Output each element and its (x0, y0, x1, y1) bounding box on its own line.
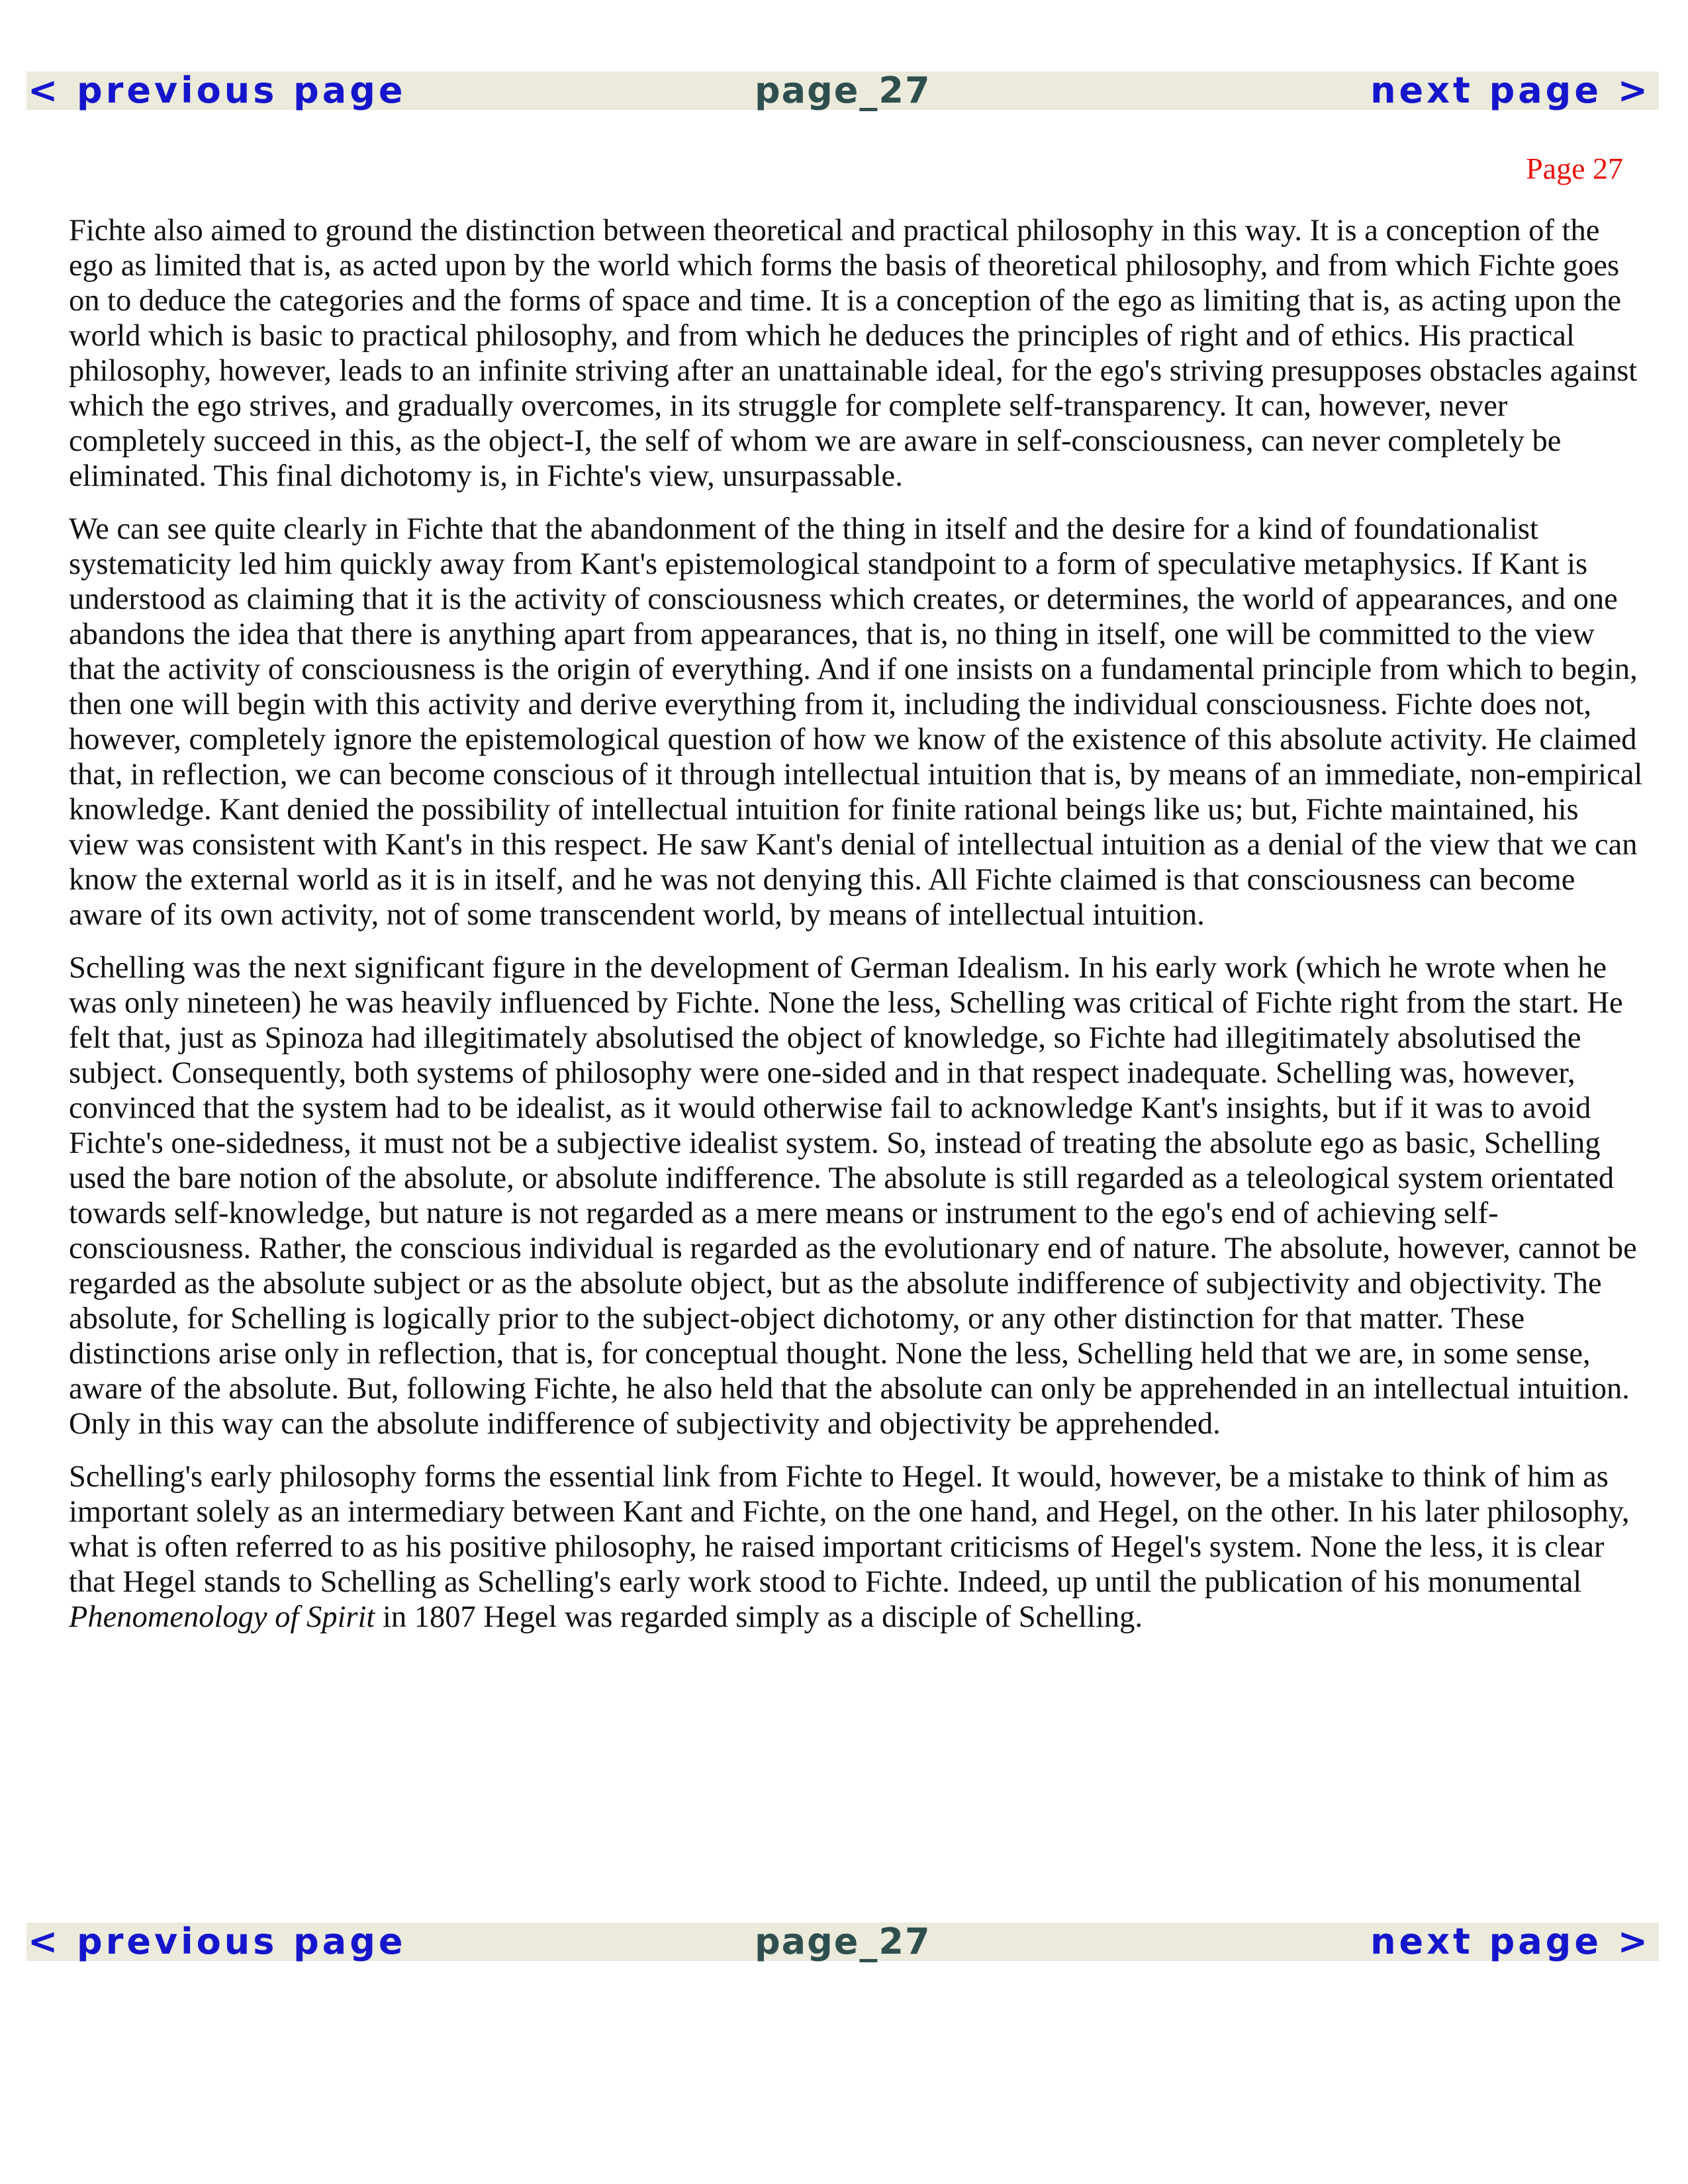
paragraph-4 (69, 1459, 1644, 1635)
previous-page-link[interactable]: < previous page (28, 1921, 406, 1962)
top-navigation-bar (26, 71, 1659, 110)
paragraph-4-text-after: in 1807 Hegel was regarded simply as a disciple of Schelling. (375, 1600, 1143, 1634)
paragraph-3: Schelling was the next significant figure in the development of German Idealism. In his early work (which he wrote when he was only nineteen) he was heavily influenced by Fichte. None the less, Schelling was critical of Fichte right from the start. He felt that, just as Spinoza had illegitimately absolutised the object of knowledge, so Fichte had illegitimately absolutised the subject. Consequently, both systems of philosophy were one-sided and in that respect inadequate. Schelling was, however, convinced that the system had to be idealist, as it would otherwise fail to acknowledge Kant's insights, but if it was to avoid Fichte's one-sidedness, it must not be a subjective idealist system. So, instead of treating the absolute ego as basic, Schelling used the bare notion of the absolute, or absolute indifference. The absolute is still regarded as a teleological system orientated towards self-knowledge, but nature is not regarded as a mere means or instrument to the ego's end of achieving self-consciousness. Rather, the conscious individual is regarded as the evolutionary end of nature. The absolute, however, cannot be regarded as the absolute subject or as the absolute object, but as the absolute indifference of subjectivity and objectivity. The absolute, for Schelling is logically prior to the subject-object dichotomy, or any other distinction for that matter. These distinctions arise only in reflection, that is, for conceptual thought. None the less, Schelling held that we are, in some sense, aware of the absolute. But, following Fichte, he also held that the absolute can only be apprehended in an intellectual intuition. Only in this way can the absolute indifference of subjectivity and objectivity be apprehended. (69, 951, 1637, 1441)
bottom-navigation-bar (26, 1923, 1659, 1961)
book-title: Phenomenology of Spirit (69, 1600, 375, 1634)
paragraph-2: We can see quite clearly in Fichte that the abandonment of the thing in itself and the desire for a kind of foundationalist systematicity led him quickly away from Kant's epistemological standpoint to a form of speculative metaphysics. If Kant is understood as claiming that it is the activity of consciousness which creates, or determines, the world of appearances, and one abandons the idea that there is anything apart from appearances, that is, no thing in itself, one will be committed to the view that the activity of consciousness is the origin of everything. And if one insists on a fundamental principle from which to begin, then one will begin with this activity and derive everything from it, including the individual consciousness. Fichte does not, however, completely ignore the epistemological question of how we know of the existence of this absolute activity. He claimed that, in reflection, we can become conscious of it through intellectual intuition that is, by means of an immediate, non-empirical knowledge. Kant denied the possibility of intellectual intuition for finite rational beings like us; but, Fichte maintained, his view was consistent with Kant's in this respect. He saw Kant's denial of intellectual intuition as a denial of the view that we can know the external world as it is in itself, and he was not denying this. All Fichte claimed is that consciousness can become aware of its own activity, not of some transcendent world, by means of intellectual intuition. (69, 512, 1643, 932)
previous-page-link[interactable]: < previous page (28, 69, 406, 111)
page-number: Page 27 (1526, 152, 1623, 185)
next-page-link[interactable]: next page > (1370, 69, 1651, 111)
next-page-link[interactable]: next page > (1370, 1921, 1651, 1962)
body-text (69, 213, 1644, 1653)
paragraph-1: Fichte also aimed to ground the distinction between theoretical and practical philosophy in this way. It is a conception of the ego as limited that is, as acted upon by the world which forms the basis of theoretical philosophy, and from which Fichte goes on to deduce the categories and the forms of space and time. It is a conception of the ego as limiting that is, as acting upon the world which is basic to practical philosophy, and from which he deduces the principles of right and of ethics. His practical philosophy, however, leads to an infinite striving after an unattainable ideal, for the ego's striving presupposes obstacles against which the ego strives, and gradually overcomes, in its struggle for complete self-transparency. It can, however, never completely succeed in this, as the object-I, the self of whom we are aware in self-consciousness, can never completely be eliminated. This final dichotomy is, in Fichte's view, unsurpassable. (69, 214, 1638, 493)
current-page-label: page_27 (755, 69, 931, 111)
current-page-label: page_27 (755, 1921, 931, 1962)
paragraph-4-text-before: Schelling's early philosophy forms the essential link from Fichte to Hegel. It would, however, be a mistake to think of him as important solely as an intermediary between Kant and Fichte, on the one hand, and Hegel, on the other. In his later philosophy, what is often referred to as his positive philosophy, he raised important criticisms of Hegel's system. None the less, it is clear that Hegel stands to Schelling as Schelling's early work stood to Fichte. Indeed, up until the publication of his monumental (69, 1460, 1630, 1599)
